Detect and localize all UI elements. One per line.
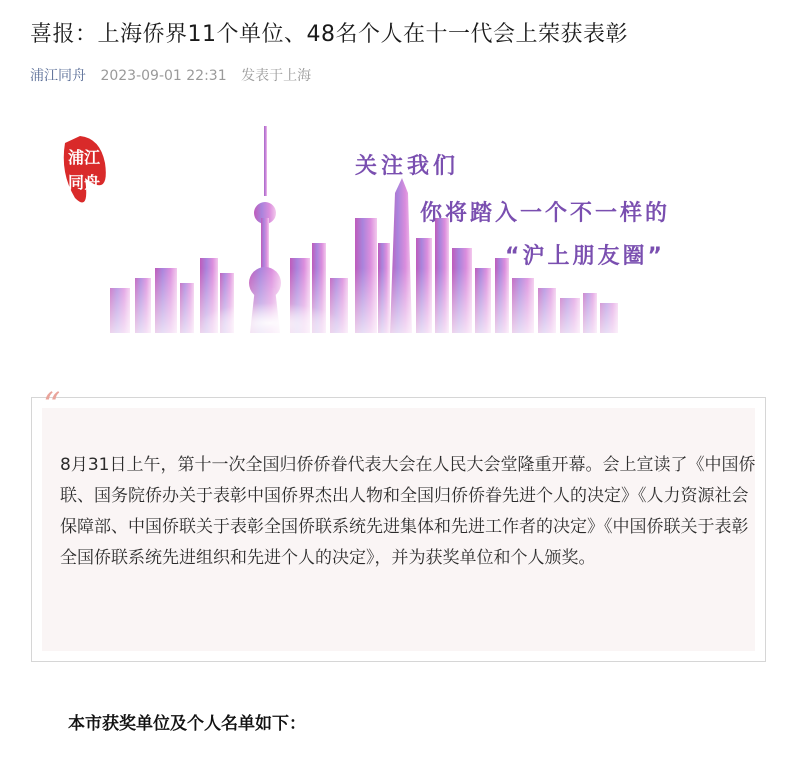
section-heading: 本市获奖单位及个人名单如下： xyxy=(68,714,306,734)
article-title: 喜报：上海侨界11个单位、48名个人在十一代会上荣获表彰 xyxy=(30,22,628,47)
article-meta xyxy=(30,66,311,86)
svg-text:浦江: 浦江 xyxy=(68,148,101,167)
quote-mark-icon: “ xyxy=(43,385,57,425)
svg-text:你将踏入一个不一样的: 你将踏入一个不一样的 xyxy=(420,201,671,226)
account-name-link[interactable]: 浦江同舟 xyxy=(30,68,86,84)
skyline-illustration xyxy=(50,118,750,363)
svg-text:关注我们: 关注我们 xyxy=(355,154,460,179)
svg-text:同舟: 同舟 xyxy=(68,173,101,192)
logo-seal xyxy=(64,136,106,203)
publish-time: 2023-09-01 22:31 xyxy=(100,68,227,84)
publish-location: 发表于上海 xyxy=(241,68,312,84)
svg-text:“沪上朋友圈”: “沪上朋友圈” xyxy=(505,244,665,269)
quote-paragraph: 8月31日上午，第十一次全国归侨侨眷代表大会在人民大会堂隆重开幕。会上宣读了《中国侨联、国务院侨办关于表彰中国侨界杰出人物和全国归侨侨眷先进个人的决定》《人力资源社会保障部、中国侨联关于表彰全国侨联系统先进集体和先进工作者的决定》《中国侨联关于表彰全国侨联系统先进组织和先进个人的决定》，并为获奖单位和个人颁奖。 xyxy=(60,455,756,568)
banner-image xyxy=(50,118,750,363)
